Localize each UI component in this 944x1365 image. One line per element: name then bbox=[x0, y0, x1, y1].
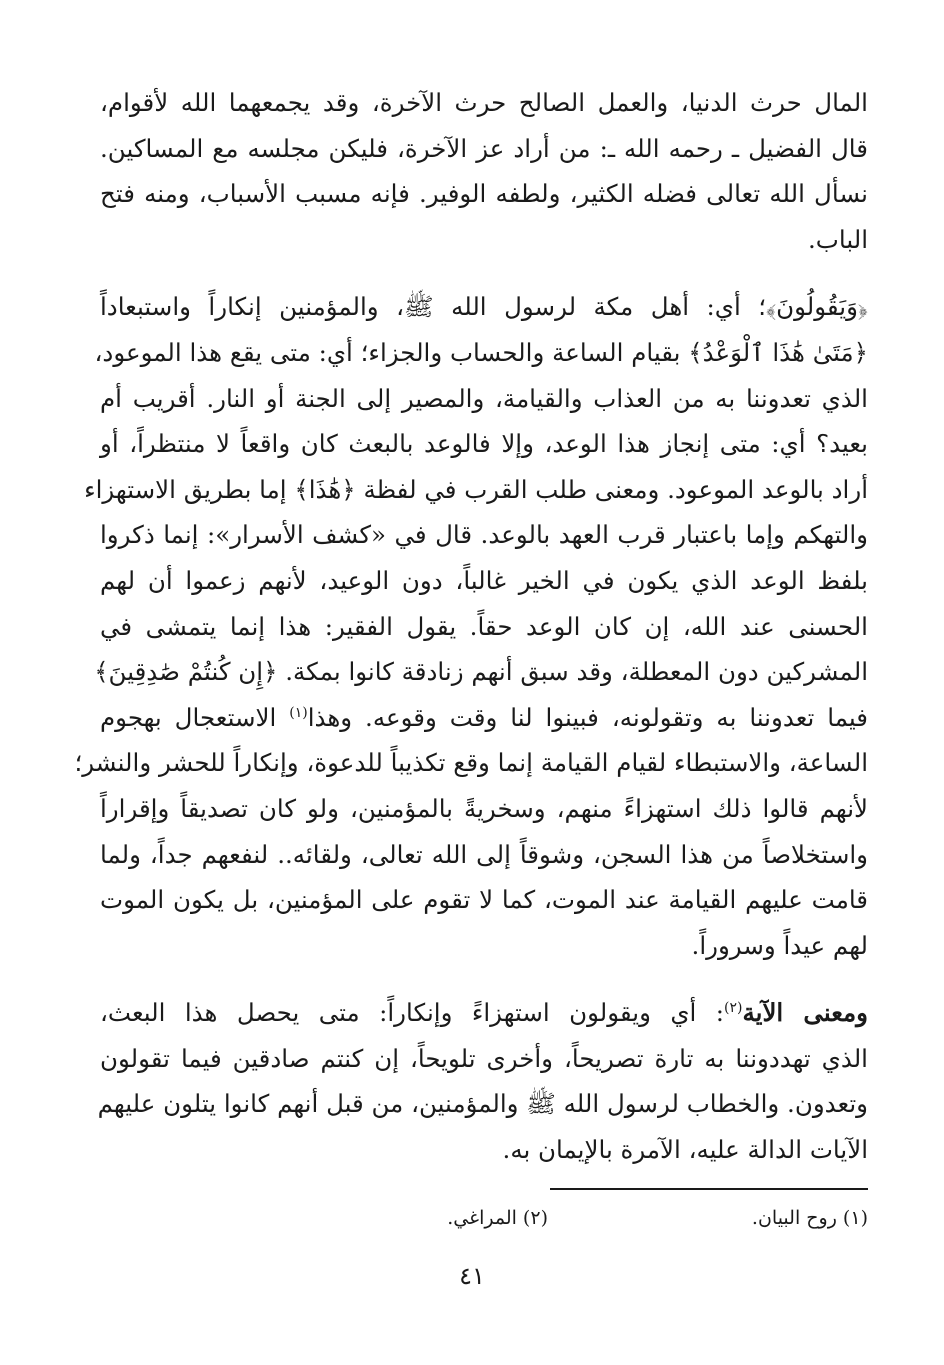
paragraph-2 bbox=[74, 284, 868, 968]
text-segment: الاستعجال بهجوم bbox=[100, 702, 290, 732]
text-line: الساعة، والاستبطاء لقيام القيامة إنما وقع تكذيباً للدعوة، وإنكاراً للحشر والنشر؛ bbox=[74, 748, 868, 778]
text-line: بلفظ الوعد الذي يكون في الخير غالباً، دون الوعيد، لأنهم زعموا أن لهم bbox=[100, 565, 868, 595]
text-line bbox=[100, 990, 868, 1036]
text-line: بعيد؟ أي: متى إنجاز هذا الوعد، وإلا فالوعد بالبعث كان واقعاً لا منتظراً، أو bbox=[100, 429, 868, 459]
footnote-marker-2[interactable]: (٢) bbox=[724, 1000, 743, 1017]
text-segment: : أي ويقولون استهزاءً وإنكاراً: متى يحصل هذا البعث، bbox=[100, 998, 725, 1028]
text-line: والتهكم وإما باعتبار قرب العهد بالوعد. قال في «كشف الأسرار»: إنما ذكروا bbox=[100, 520, 868, 550]
text-line bbox=[100, 695, 868, 741]
text-line: ﴿مَتَىٰ هَٰذَا ٱلْوَعْدُ﴾ بقيام الساعة والحساب والجزاء؛ أي: متى يقع هذا الموعود، bbox=[94, 337, 868, 367]
paragraph-1 bbox=[100, 80, 868, 262]
footnote-2: (٢) المراغي. bbox=[447, 1207, 548, 1229]
text-line: المشركين دون المعطلة، وقد سبق أنهم زنادقة كانوا بمكة. ﴿إِن كُنتُمْ صَٰدِقِينَ﴾ bbox=[94, 657, 868, 687]
text-line: قامت عليهم القيامة عند الموت، كما لا تقوم على المؤمنين، بل يكون الموت bbox=[100, 885, 868, 915]
paragraph-3 bbox=[97, 990, 868, 1172]
footnote-separator bbox=[550, 1188, 868, 1190]
page-body bbox=[74, 80, 868, 1173]
text-line: الحسنى عند الله، إن كان الوعد حقاً. يقول الفقير: هذا إنما يتمشى في bbox=[100, 611, 868, 641]
text-line: المال حرث الدنيا، والعمل الصالح حرث الآخرة، وقد يجمعهما الله لأقوام، bbox=[100, 88, 868, 117]
text-line: قال الفضيل ـ رحمه الله ـ: من أراد عز الآخرة، فليكن مجلسه مع المساكين. bbox=[100, 133, 868, 163]
text-line: وتعدون. والخطاب لرسول الله ﷺ والمؤمنين، من قبل أنهم كانوا يتلون عليهم bbox=[97, 1089, 868, 1119]
text-line: واستخلاصاً من هذا السجن، وشوقاً إلى الله تعالى، ولقائه.. لنفعهم جداً، ولما bbox=[100, 839, 868, 869]
text-line: الآيات الدالة عليه، الآمرة بالإيمان به. bbox=[502, 1135, 868, 1165]
text-line: الذي تعدوننا به من العذاب والقيامة، والمصير إلى الجنة أو النار. أقريب أم bbox=[100, 383, 868, 413]
footnote-marker-1[interactable]: (١) bbox=[289, 704, 308, 721]
text-segment: فيما تعدوننا به وتقولونه، فبينوا لنا وقت وقوعه. وهذا bbox=[307, 702, 868, 732]
text-line: الباب. bbox=[808, 224, 868, 254]
text-line: لهم عيداً وسروراً. bbox=[691, 930, 868, 960]
text-line: نسأل الله تعالى فضله الكثير، ولطفه الوفير. فإنه مسبب الأسباب، ومنه فتح bbox=[100, 179, 868, 209]
footnote-1: (١) روح البيان. bbox=[751, 1207, 868, 1229]
text-line: ﴿وَيَقُولُونَ﴾؛ أي: أهل مكة لرسول الله ﷺ، والمؤمنين إنكاراً واستبعاداً bbox=[100, 292, 868, 322]
section-lead: ومعنى الآية bbox=[742, 998, 868, 1028]
text-line: أراد بالوعد الموعود. ومعنى طلب القرب في لفظة ﴿هَٰذَا﴾ إما بطريق الاستهزاء bbox=[84, 474, 868, 504]
text-line: الذي تهددوننا به تارة تصريحاً، وأخرى تلويحاً، إن كنتم صادقين فيما تقولون bbox=[100, 1043, 868, 1073]
text-line: لأنهم قالوا ذلك استهزاءً منهم، وسخريةً بالمؤمنين، ولو كان تصديقاً وإقراراً bbox=[100, 793, 868, 823]
page-number: ٤١ bbox=[459, 1262, 485, 1290]
